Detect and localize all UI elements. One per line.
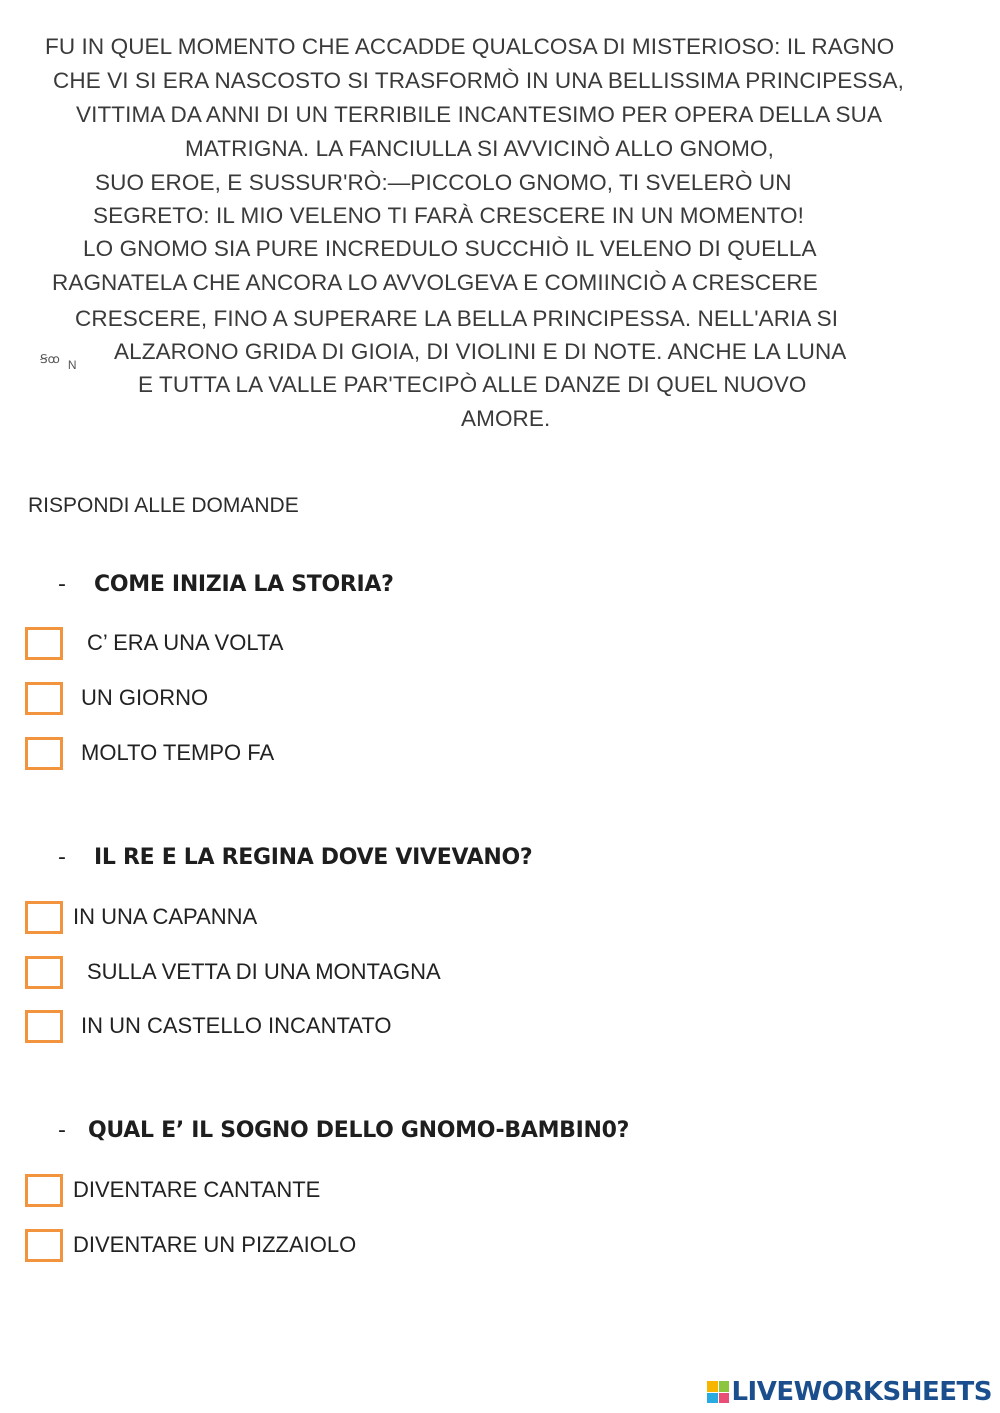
q1-option-1[interactable]: [25, 623, 283, 663]
liveworksheets-logo: [707, 1377, 992, 1407]
q1-option-1-checkbox[interactable]: [25, 627, 63, 660]
story-line-6: SEGRETO: IL MIO VELENO TI FARÀ CRESCERE IN UN MOMENTO!: [93, 203, 804, 228]
question-2-text: IL RE E LA REGINA DOVE VIVEVANO?: [94, 845, 533, 870]
question-3: [58, 1118, 629, 1143]
margin-scribble-n: N: [67, 358, 77, 372]
logo-square-1: [707, 1381, 718, 1392]
q2-option-3[interactable]: [25, 1006, 392, 1046]
story-line-12: AMORE.: [461, 406, 551, 431]
q3-option-1[interactable]: [25, 1170, 320, 1210]
question-1-text: COME INIZIA LA STORIA?: [94, 572, 394, 597]
q1-option-1-label: C’ ERA UNA VOLTA: [87, 630, 284, 655]
q2-option-2-label: SULLA VETTA DI UNA MONTAGNA: [87, 959, 441, 984]
logo-square-3: [707, 1393, 718, 1404]
q3-option-2-checkbox[interactable]: [25, 1229, 63, 1262]
story-line-11: E TUTTA LA VALLE PAR'TECIPÒ ALLE DANZE DI QUEL NUOVO: [138, 372, 807, 397]
liveworksheets-logo-text: LIVEWORKSHEETS: [731, 1377, 992, 1407]
question-2: [58, 845, 532, 870]
story-line-8: RAGNATELA CHE ANCORA LO AVVOLGEVA E COMIINCIÒ A CRESCERE: [52, 270, 818, 295]
q3-option-1-label: DIVENTARE CANTANTE: [73, 1177, 321, 1202]
q3-option-2-label: DIVENTARE UN PIZZAIOLO: [73, 1232, 357, 1257]
question-2-dash: -: [58, 845, 66, 870]
story-line-9: CRESCERE, FINO A SUPERARE LA BELLA PRINCIPESSA. NELL'ARIA SI: [75, 306, 839, 331]
q1-option-2-checkbox[interactable]: [25, 682, 63, 715]
q1-option-2[interactable]: [25, 678, 208, 718]
margin-scribble: [40, 352, 77, 372]
q3-option-2[interactable]: [25, 1225, 356, 1265]
q1-option-3-checkbox[interactable]: [25, 737, 63, 770]
q3-option-1-checkbox[interactable]: [25, 1174, 63, 1207]
q2-option-2-checkbox[interactable]: [25, 956, 63, 989]
q1-option-3[interactable]: [25, 733, 274, 773]
q2-option-3-label: IN UN CASTELLO INCANTATO: [81, 1013, 392, 1038]
q2-option-1[interactable]: [25, 897, 257, 937]
question-3-text: QUAL E’ IL SOGNO DELLO GNOMO-BAMBIN0?: [88, 1118, 630, 1143]
margin-scribble-mark: Ꞩꝏ: [40, 352, 60, 366]
q2-option-3-checkbox[interactable]: [25, 1010, 63, 1043]
story-line-4: MATRIGNA. LA FANCIULLA SI AVVICINÒ ALLO GNOMO,: [185, 136, 774, 161]
story-line-7: LO GNOMO SIA PURE INCREDULO SUCCHIÒ IL VELENO DI QUELLA: [83, 236, 817, 261]
question-3-dash: -: [58, 1118, 66, 1143]
q2-option-1-checkbox[interactable]: [25, 901, 63, 934]
q2-option-2[interactable]: [25, 952, 441, 992]
logo-square-2: [719, 1381, 730, 1392]
story-line-5: SUO EROE, E SUSSUR'RÒ:—PICCOLO GNOMO, TI SVELERÒ UN: [95, 170, 792, 195]
story-line-2: CHE VI SI ERA NASCOSTO SI TRASFORMÒ IN UNA BELLISSIMA PRINCIPESSA,: [53, 68, 904, 93]
question-1: [58, 572, 394, 597]
question-1-dash: -: [58, 572, 66, 597]
q1-option-3-label: MOLTO TEMPO FA: [81, 740, 275, 765]
story-line-10: ALZARONO GRIDA DI GIOIA, DI VIOLINI E DI NOTE. ANCHE LA LUNA: [114, 339, 847, 364]
q1-option-2-label: UN GIORNO: [81, 685, 209, 710]
story-line-3: VITTIMA DA ANNI DI UN TERRIBILE INCANTESIMO PER OPERA DELLA SUA: [76, 102, 883, 127]
liveworksheets-logo-icon: [707, 1381, 729, 1403]
instructions-heading: RISPONDI ALLE DOMANDE: [28, 494, 299, 517]
q2-option-1-label: IN UNA CAPANNA: [73, 904, 258, 929]
story-line-1: FU IN QUEL MOMENTO CHE ACCADDE QUALCOSA DI MISTERIOSO: IL RAGNO: [45, 34, 895, 59]
logo-square-4: [719, 1393, 730, 1404]
